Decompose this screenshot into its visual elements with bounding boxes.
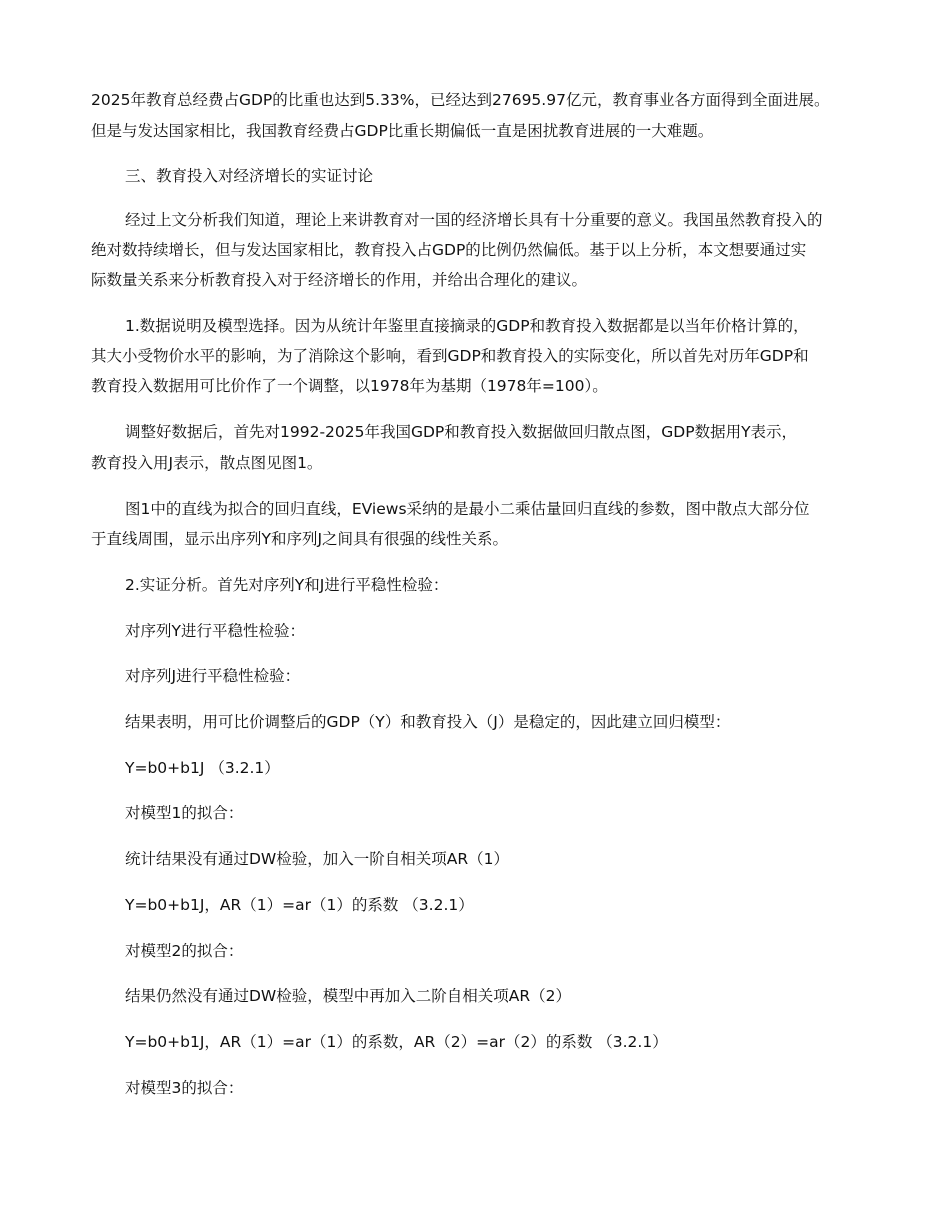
formula-line: Y=b0+b1J，AR（1）=ar（1）的系数 （3.2.1） xyxy=(125,896,474,914)
text-line: 2025年教育总经费占GDP的比重也达到5.33%，已经达到27695.97亿元，教育事业各方面得到全面进展。 xyxy=(91,91,830,109)
text-line: 调整好数据后，首先对1992-2025年我国GDP和教育投入数据做回归散点图，GDP数据用Y表示， xyxy=(125,423,798,441)
text-line: 但是与发达国家相比，我国教育经费占GDP比重长期偏低一直是困扰教育进展的一大难题。 xyxy=(91,122,714,140)
text-line: 统计结果没有通过DW检验，加入一阶自相关项AR（1） xyxy=(125,850,509,868)
text-line: 教育投入用J表示，散点图见图1。 xyxy=(91,454,323,472)
text-line: 于直线周围，显示出序列Y和序列J之间具有很强的线性关系。 xyxy=(91,530,509,548)
text-line: 1.数据说明及模型选择。因为从统计年鉴里直接摘录的GDP和教育投入数据都是以当年价格计算的， xyxy=(125,317,809,335)
text-line: 结果仍然没有通过DW检验，模型中再加入二阶自相关项AR（2） xyxy=(125,987,571,1005)
text-line: 对序列Y进行平稳性检验： xyxy=(125,622,305,640)
text-line: 2.实证分析。首先对序列Y和J进行平稳性检验： xyxy=(125,576,449,594)
text-line: 教育投入数据用可比价作了一个调整，以1978年为基期（1978年=100）。 xyxy=(91,377,608,395)
section-heading: 三、教育投入对经济增长的实证讨论 xyxy=(125,167,374,185)
text-line: 其大小受物价水平的影响，为了消除这个影响，看到GDP和教育投入的实际变化，所以首先对历年GDP和 xyxy=(91,347,809,365)
text-line: 际数量关系来分析教育投入对于经济增长的作用，并给出合理化的建议。 xyxy=(91,271,588,289)
text-line: 经过上文分析我们知道，理论上来讲教育对一国的经济增长具有十分重要的意义。我国虽然教育投入的 xyxy=(125,211,823,229)
text-line: 对模型2的拟合： xyxy=(125,942,244,960)
formula-line: Y=b0+b1J，AR（1）=ar（1）的系数，AR（2）=ar（2）的系数 （3.2.1） xyxy=(125,1033,668,1051)
text-line: 对模型1的拟合： xyxy=(125,804,244,822)
formula-line: Y=b0+b1J （3.2.1） xyxy=(125,759,280,777)
text-line: 结果表明，用可比价调整后的GDP（Y）和教育投入（J）是稳定的，因此建立回归模型： xyxy=(125,713,731,731)
text-line: 图1中的直线为拟合的回归直线，EViews采纳的是最小二乘估量回归直线的参数，图中散点大部分位 xyxy=(125,500,810,518)
text-line: 对模型3的拟合： xyxy=(125,1079,244,1097)
text-line: 对序列J进行平稳性检验： xyxy=(125,667,301,685)
text-line: 绝对数持续增长，但与发达国家相比，教育投入占GDP的比例仍然偏低。基于以上分析，本文想要通过实 xyxy=(91,241,807,259)
